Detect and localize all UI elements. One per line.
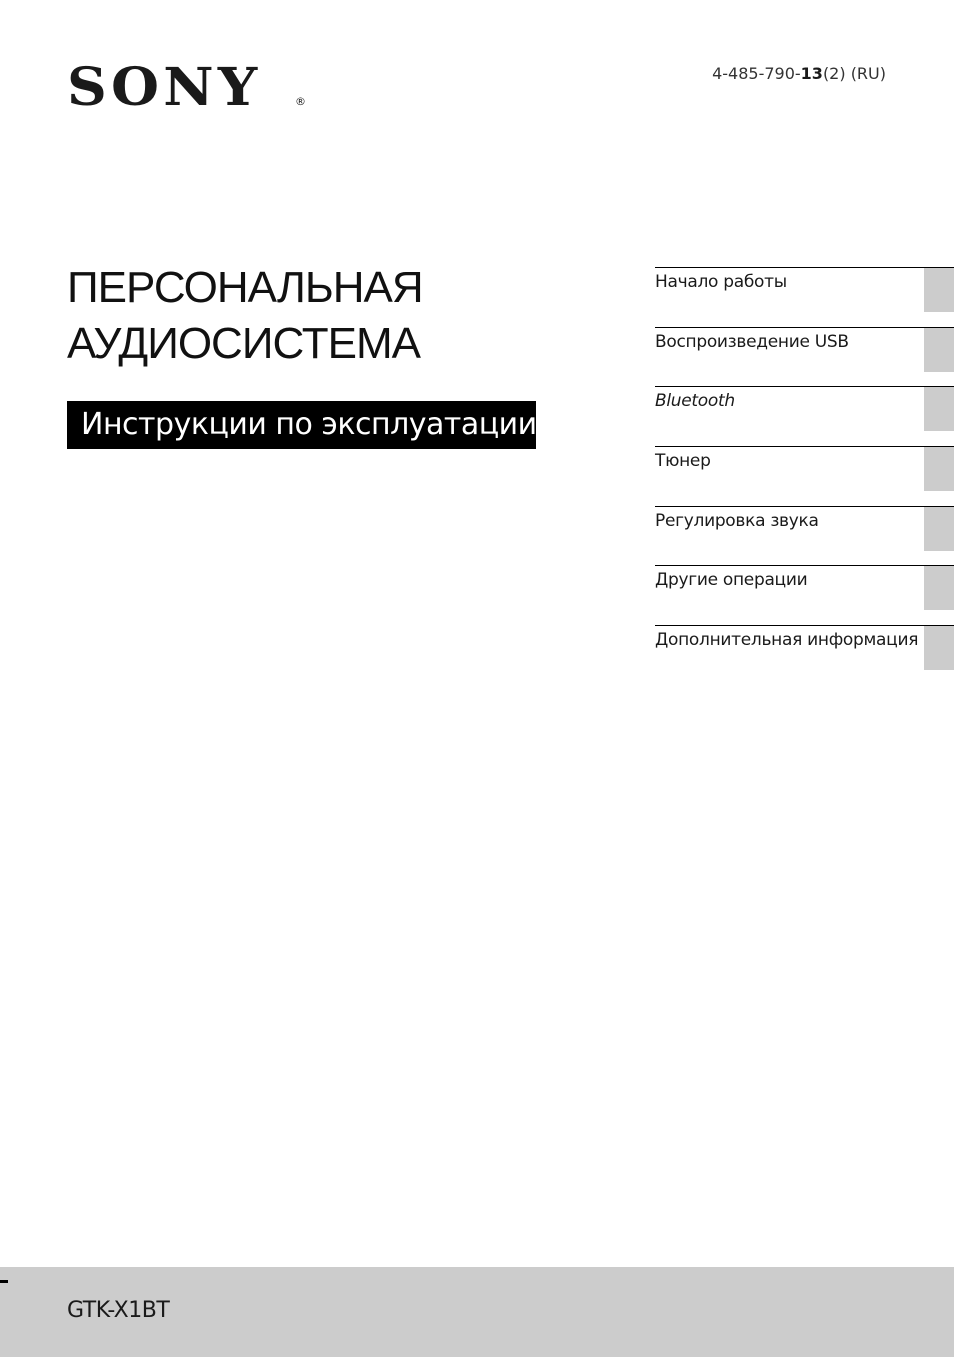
toc-label: Дополнительная информация	[655, 630, 919, 651]
toc-label: Bluetooth	[655, 391, 735, 412]
footer-band	[0, 1267, 954, 1357]
subtitle-banner: Инструкции по эксплуатации	[67, 401, 536, 449]
toc-item-usb-playback[interactable]	[655, 327, 954, 387]
toc-tab-marker	[924, 268, 954, 312]
logo-wordmark: SONY	[67, 57, 262, 118]
toc-label: Регулировка звука	[655, 510, 819, 531]
title-line-1: ПЕРСОНАЛЬНАЯ	[67, 263, 423, 312]
toc-tab-marker	[924, 387, 954, 431]
doc-code-prefix: 4-485-790-	[712, 64, 801, 83]
toc-label: Тюнер	[655, 451, 711, 472]
document-code	[712, 64, 886, 84]
toc-item-other-operations[interactable]	[655, 565, 954, 625]
sony-logo	[67, 57, 306, 118]
toc-tab-marker	[924, 328, 954, 372]
toc-item-tuner[interactable]	[655, 446, 954, 506]
toc-tab-marker	[924, 626, 954, 670]
toc-tab-marker	[924, 507, 954, 551]
model-number: GTK-X1BT	[67, 1298, 170, 1323]
table-of-contents	[655, 267, 954, 685]
toc-item-getting-started[interactable]	[655, 267, 954, 327]
registered-mark: ®	[295, 95, 306, 108]
toc-item-sound-adjustment[interactable]	[655, 506, 954, 566]
toc-label: Воспроизведение USB	[655, 331, 849, 352]
crop-mark	[0, 1280, 8, 1283]
toc-tab-marker	[924, 566, 954, 610]
toc-item-bluetooth[interactable]	[655, 386, 954, 446]
toc-label: Начало работы	[655, 272, 787, 292]
page-title	[67, 260, 423, 372]
toc-tab-marker	[924, 447, 954, 491]
toc-label: Другие операции	[655, 570, 808, 591]
toc-item-additional-information[interactable]	[655, 625, 954, 685]
doc-code-suffix: (2) (RU)	[822, 64, 886, 83]
title-line-2: АУДИОСИСТЕМА	[67, 319, 420, 368]
doc-code-bold: 13	[800, 64, 823, 83]
